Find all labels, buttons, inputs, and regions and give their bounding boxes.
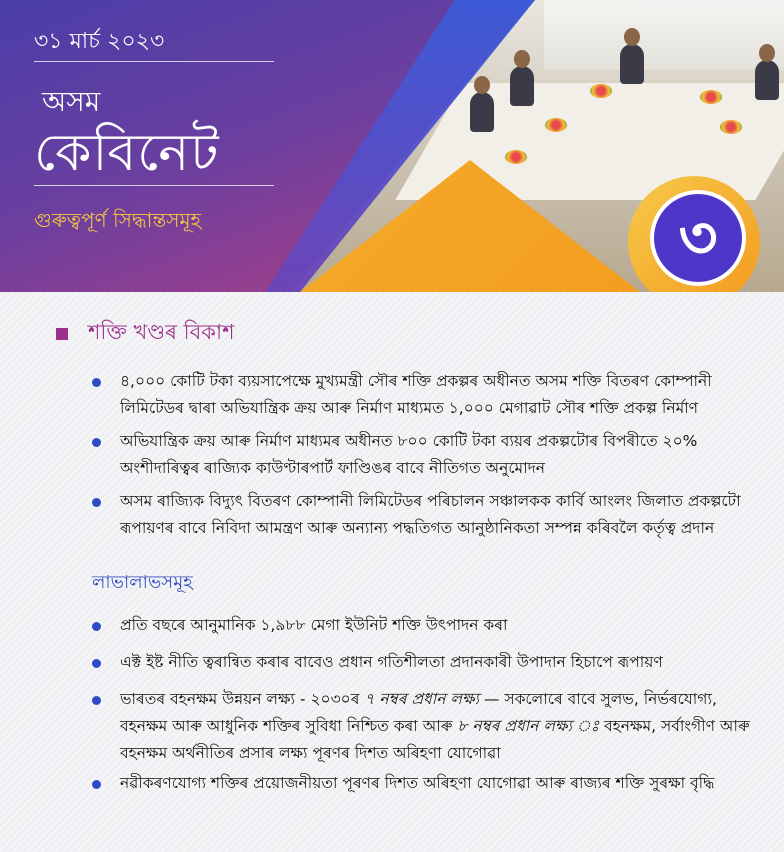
list-item-text: অসম ৰাজ্যিক বিদ্যুৎ বিতৰণ কোম্পানী লিমিটেডৰ পৰিচালন সঞ্চালকক কাৰ্বি আংলং জিলাত প্ৰকল্পটো ৰূপায়ণৰ বাবে নিবিদা আমন্ত্ৰণ আৰু অন্যান্য পদ্ধতিগত আনুষ্ঠানিকতা সম্পন্ন কৰিবলৈ কৰ্তৃত্ব প্ৰদান [120, 492, 741, 537]
benefits-heading: লাভালাভসমূহ [92, 572, 193, 593]
decision-list [92, 368, 752, 422]
benefits-list [92, 770, 752, 797]
list-item-text-part: বহনক্ষম, সৰ্বাংগীণ আৰু বহনক্ষম অৰ্থনীতিৰ প্ৰসাৰ লক্ষ্য পূৰণৰ দিশত অৰিহণা যোগোৱা [120, 717, 750, 762]
list-item [92, 649, 752, 676]
photo-person-head [474, 76, 490, 94]
list-item [92, 686, 752, 767]
photo-person-head [624, 28, 640, 46]
benefits-list [92, 649, 752, 676]
list-item [92, 770, 752, 797]
list-item-text: নৱীকৰণযোগ্য শক্তিৰ প্ৰয়োজনীয়তা পূৰণৰ দিশত অৰিহণা যোগোৱা আৰু ৰাজ্যৰ শক্তি সুৰক্ষা বৃদ্ধি [120, 774, 715, 792]
bullet-icon [92, 696, 101, 705]
goal-label: ৭ নম্বৰ প্ৰধান লক্ষ্য [364, 690, 479, 708]
bullet-icon [92, 659, 101, 668]
decision-number-badge: ৩ [650, 190, 746, 286]
bullet-icon [92, 438, 101, 447]
photo-person [470, 92, 494, 132]
list-item-text: অভিযান্ত্ৰিক ক্ৰয় আৰু নিৰ্মাণ মাধ্যমৰ অধীনত ৮০০ কোটি টকা ব্যয়ৰ প্ৰকল্পটোৰ বিপৰীতে ২০% অংশীদাৰিত্বৰ ৰাজ্যিক কাউণ্টাৰপাৰ্ট ফাণ্ডিঙৰ বাবে নীতিগত অনুমোদন [120, 432, 698, 477]
photo-window [544, 0, 784, 70]
list-item-text-part: — সকলোৰে বাবে সুলভ, নিৰ্ভৰযোগ্য, বহনক্ষম আৰু আধুনিক শক্তিৰ সুবিধা নিশ্চিত কৰা আৰু [120, 690, 717, 735]
state-label: অসম [42, 85, 101, 118]
flower-arrangement [545, 118, 567, 132]
decision-list [92, 488, 752, 542]
photo-person-head [514, 50, 530, 68]
list-item [92, 612, 752, 639]
list-item [92, 368, 752, 422]
square-bullet-icon [56, 328, 68, 340]
list-item-text: প্ৰতি বছৰে আনুমানিক ১,৯৮৮ মেগা ইউনিট শক্তি উৎপাদন কৰা [120, 616, 508, 634]
list-item-text: ৪,০০০ কোটি টকা ব্যয়সাপেক্ষে মুখ্যমন্ত্ৰী সৌৰ শক্তি প্ৰকল্পৰ অধীনত অসম শক্তি বিতৰণ কোম্পানী লিমিটেডৰ দ্বাৰা অভিযান্ত্ৰিক ক্ৰয় আৰু নিৰ্মাণ মাধ্যমত ১,০০০ মেগাৱাট সৌৰ শক্তি প্ৰকল্প নিৰ্মাণ [120, 372, 712, 417]
decision-list [92, 428, 752, 482]
page-subtitle: গুৰুত্বপূৰ্ণ সিদ্ধান্তসমূহ [34, 208, 202, 232]
photo-person [620, 44, 644, 84]
list-item-text-part: ভাৰতৰ বহনক্ষম উন্নয়ন লক্ষ্য - ২০৩০ৰ [120, 690, 365, 708]
goal-label: ৮ নম্বৰ প্ৰধান লক্ষ্য ঃ [457, 717, 600, 735]
flower-arrangement [700, 90, 722, 104]
header-banner [0, 0, 784, 292]
bullet-icon [92, 378, 101, 387]
flower-arrangement [505, 150, 527, 164]
bullet-icon [92, 622, 101, 631]
list-item [92, 428, 752, 482]
bullet-icon [92, 780, 101, 789]
list-item [92, 488, 752, 542]
benefits-list [92, 612, 752, 639]
photo-person [510, 66, 534, 106]
list-item-text: এক্ট ইষ্ট নীতি ত্বৰান্বিত কৰাৰ বাবেও প্ৰধান গতিশীলতা প্ৰদানকাৰী উপাদান হিচাপে ৰূপায়ণ [120, 653, 663, 671]
photo-person [755, 60, 779, 100]
section-heading [56, 316, 235, 351]
page-title: কেবিনেট [34, 123, 220, 183]
divider-line [34, 61, 274, 62]
section-title: শক্তি খণ্ডৰ বিকাশ [88, 320, 235, 344]
bullet-icon [92, 498, 101, 507]
content-area [0, 292, 784, 852]
photo-person-head [759, 44, 775, 62]
flower-arrangement [590, 84, 612, 98]
date-label: ৩১ মাৰ্চ ২০২৩ [34, 29, 165, 54]
benefits-list [92, 686, 752, 767]
flower-arrangement [720, 120, 742, 134]
divider-line [34, 185, 274, 186]
